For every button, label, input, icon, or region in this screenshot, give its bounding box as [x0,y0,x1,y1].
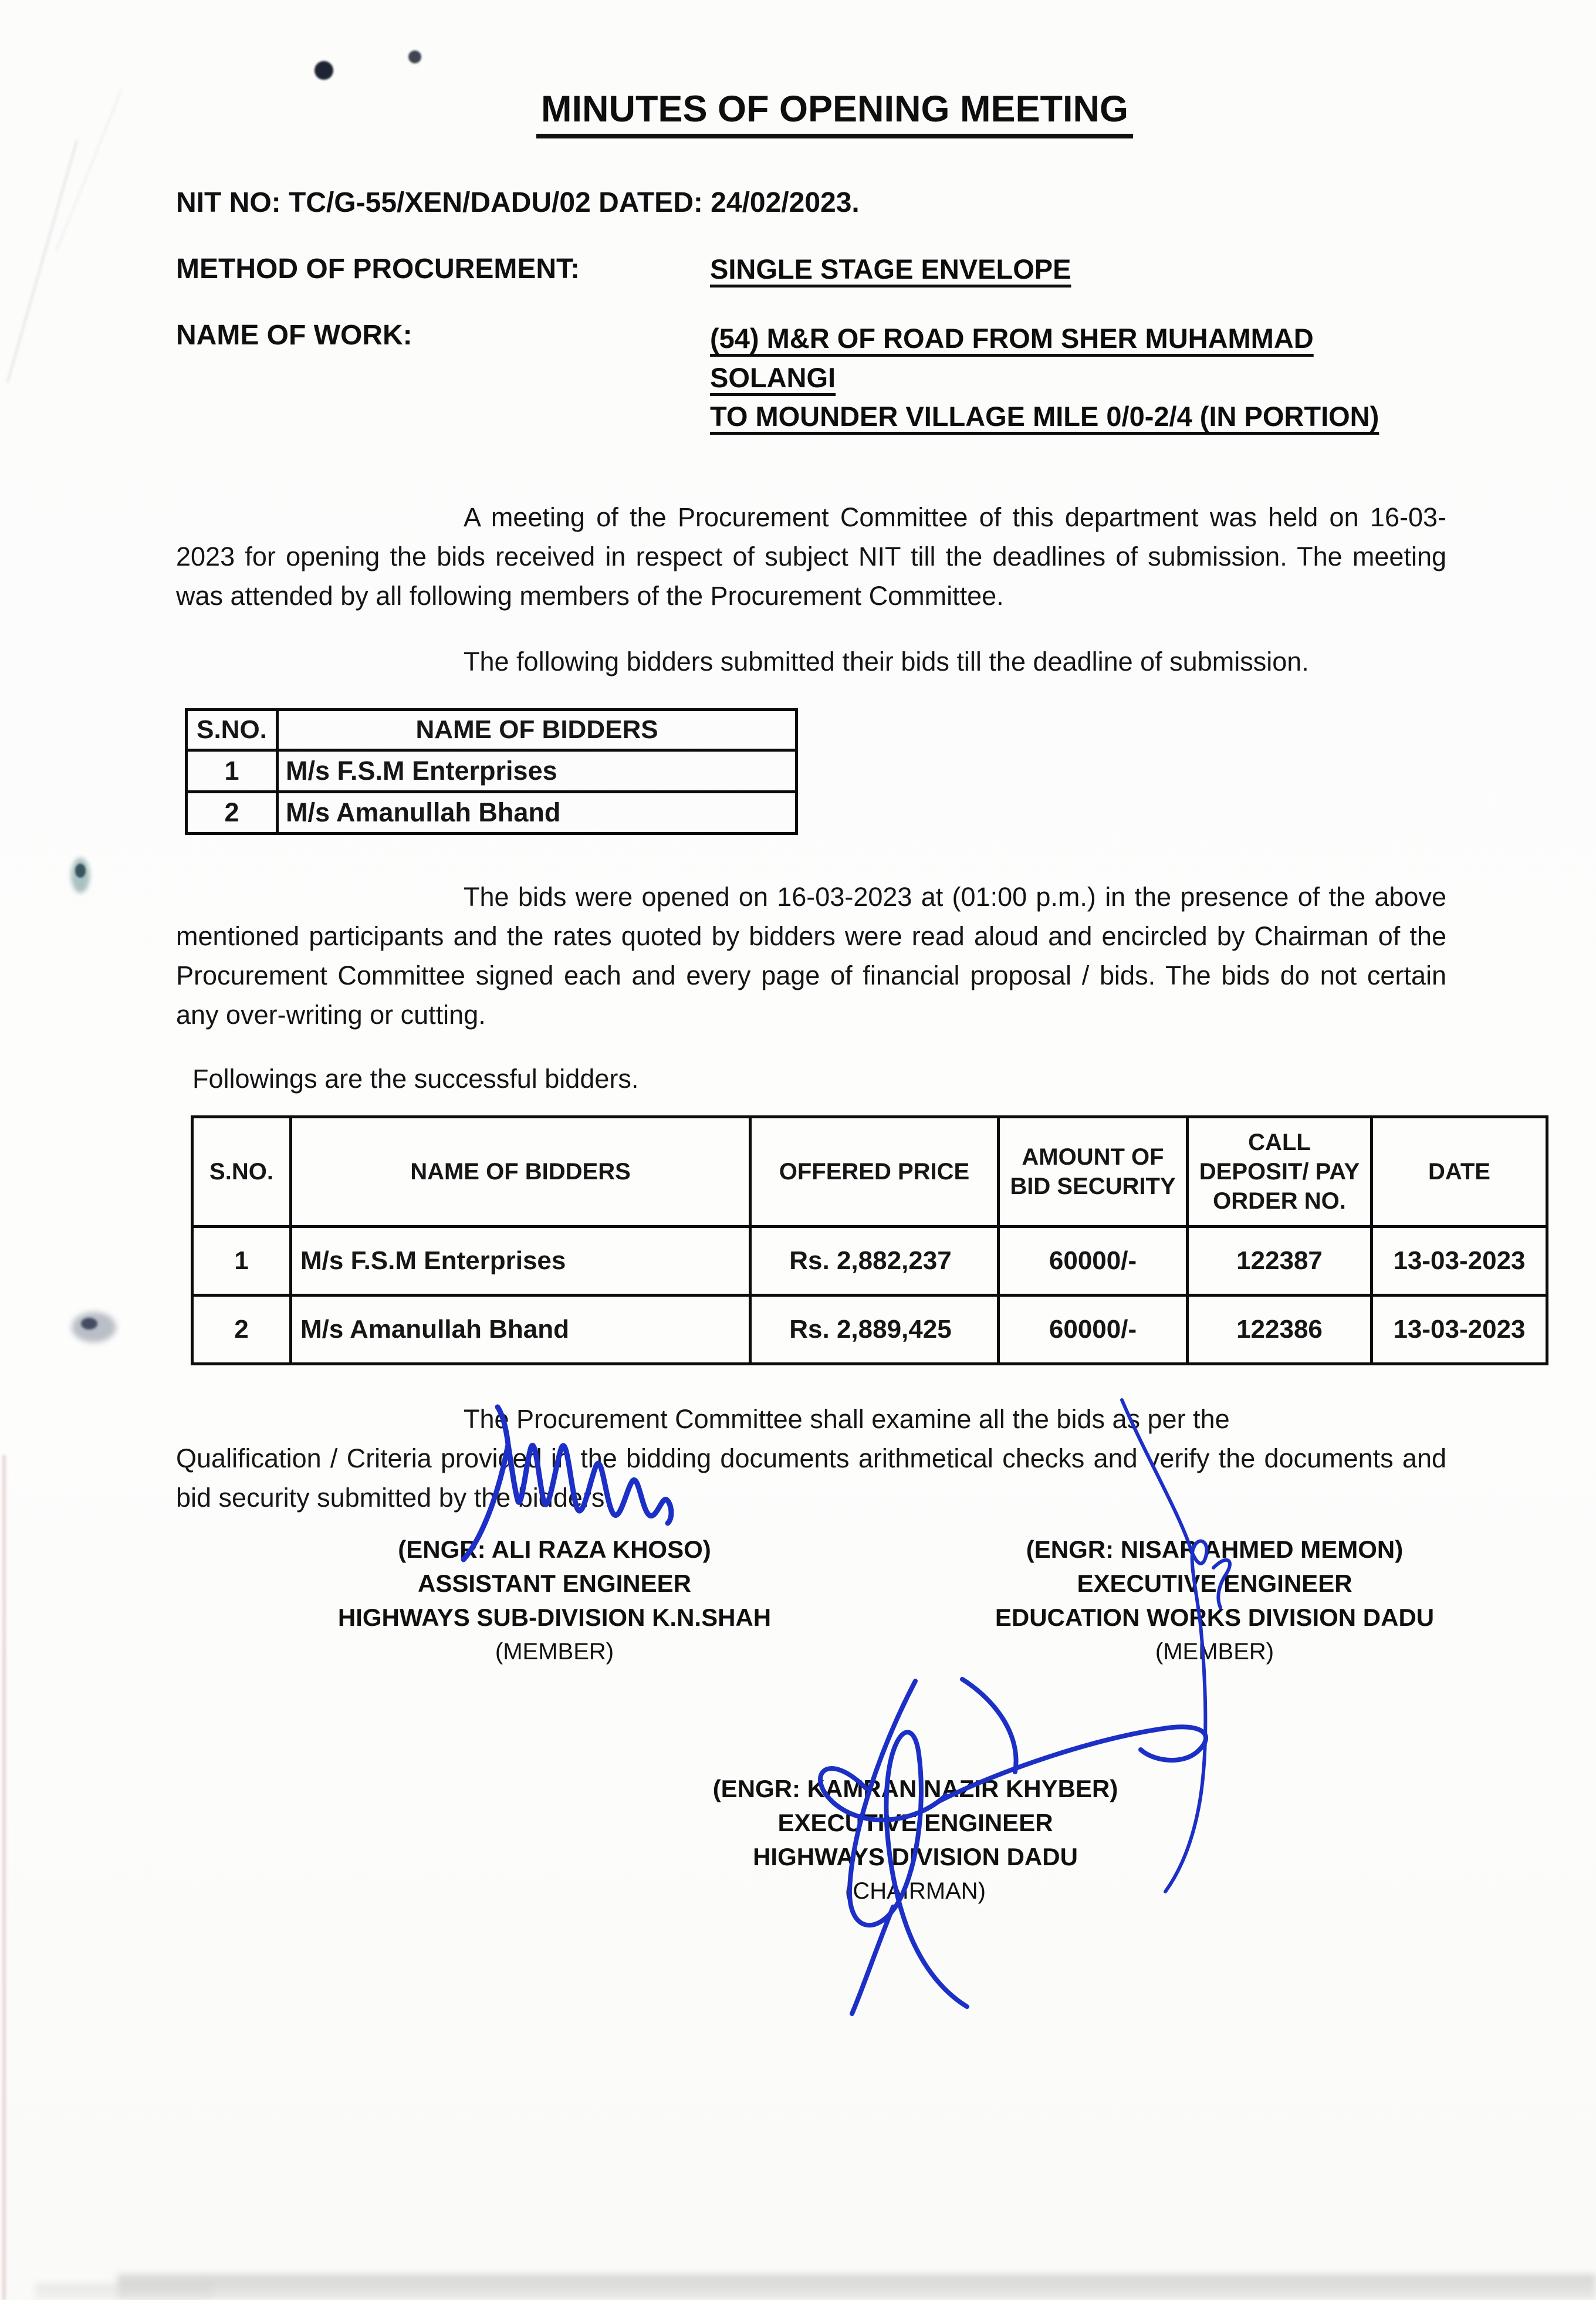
ink-smudge [75,864,86,878]
work-value-line1: (54) M&R OF ROAD FROM SHER MUHAMMAD SOLANGI [710,323,1314,393]
row-call-deposit: 122386 [1188,1296,1372,1364]
paragraph-bidders-submitted: The following bidders submitted their bids till the deadline of submission. [464,647,1309,677]
signatory-name: (ENGR: NISAR AHMED MEMON) [1026,1535,1404,1563]
table-row [192,1227,1547,1296]
row-date: 13-03-2023 [1372,1296,1547,1364]
name-of-work-row [176,319,1446,437]
signatory-block-member-right [907,1533,1523,1669]
paragraph-meeting: A meeting of the Procurement Committee of this department was held on 16-03-2023 for opening the bids received in respect of subject NIT till the deadlines of submission. The meeting was attended by all following members of the Procurement Committee. [176,502,1446,611]
row-call-deposit: 122387 [1188,1227,1372,1296]
header-call-deposit: CALL DEPOSIT/ PAY ORDER NO. [1188,1117,1372,1227]
bidders-table-header-name: NAME OF BIDDERS [278,710,797,750]
ink-dot [408,50,421,63]
row-offered-price: Rs. 2,882,237 [750,1227,999,1296]
bidder-name: M/s F.S.M Enterprises [278,750,797,792]
paragraph-examine-line1: The Procurement Committee shall examine all the bids as per the [464,1404,1230,1435]
header-offered-price: OFFERED PRICE [750,1117,999,1227]
table-row [187,792,797,834]
paragraph-successful-bidders: Followings are the successful bidders. [192,1064,639,1094]
paragraph-bids-opened: The bids were opened on 16-03-2023 at (01:00 p.m.) in the presence of the above mentioned participants and the rates quoted by bidders were read aloud and encircled by Chairman of the Procurement Committee signed each and every page of financial proposal / bids. The bids do not certain any over-writing or cutting. [176,882,1446,1030]
scan-shadow-bottom-left [35,2284,211,2300]
work-label: NAME OF WORK: [176,320,412,351]
method-of-procurement-row [176,253,1446,285]
row-bidder-name: M/s Amanullah Bhand [291,1296,750,1364]
paragraph-examine-rest: Qualification / Criteria provided in the bidding documents arithmetical checks and verify the documents and bid security submitted by the bidders. [176,1443,1446,1513]
method-value [710,253,1071,285]
bidders-table-header-row [187,710,797,750]
signatory-role: (MEMBER) [495,1639,614,1665]
signatory-role: (MEMBER) [1155,1639,1274,1665]
header-bid-security: AMOUNT OF BID SECURITY [999,1117,1188,1227]
work-value [710,319,1446,437]
signatory-name: (ENGR: ALI RAZA KHOSO) [398,1535,711,1563]
table-row [187,750,797,792]
row-sno: 1 [192,1227,291,1296]
successful-bidders-table [191,1115,1548,1365]
row-sno: 2 [192,1296,291,1364]
bidder-sno: 1 [187,750,278,792]
header-name-of-bidders: NAME OF BIDDERS [291,1117,750,1227]
document-body [0,88,1596,1517]
bidder-sno: 2 [187,792,278,834]
header-date: DATE [1372,1117,1547,1227]
paragraph-examine [176,1399,1446,1517]
ink-dot [315,61,333,80]
signatory-title: EXECUTIVE ENGINEER [777,1809,1053,1836]
nit-number-line: NIT NO: TC/G-55/XEN/DADU/02 DATED: 24/02/2023. [176,187,860,218]
bidders-table [185,708,798,835]
table-row [192,1296,1547,1364]
bidders-table-header-sno: S.NO. [187,710,278,750]
successful-table-header-row [192,1117,1547,1227]
scan-shadow-bottom [117,2274,1596,2300]
signatory-organization: EDUCATION WORKS DIVISION DADU [995,1604,1435,1631]
signatory-organization: HIGHWAYS DIVISION DADU [753,1843,1078,1871]
signatory-organization: HIGHWAYS SUB-DIVISION K.N.SHAH [337,1604,772,1631]
method-value-text: SINGLE STAGE ENVELOPE [710,253,1071,285]
header-sno: S.NO. [192,1117,291,1227]
signatory-block-chairman [587,1772,1244,1908]
row-date: 13-03-2023 [1372,1227,1547,1296]
row-bidder-name: M/s F.S.M Enterprises [291,1227,750,1296]
method-label: METHOD OF PROCUREMENT: [176,253,580,285]
signatory-name: (ENGR: KAMRAN NAZIR KHYBER) [712,1775,1118,1802]
bidder-name: M/s Amanullah Bhand [278,792,797,834]
signatory-block-member-left [246,1533,863,1669]
document-title: MINUTES OF OPENING MEETING [536,88,1133,138]
signatory-title: EXECUTIVE ENGINEER [1077,1570,1352,1597]
row-offered-price: Rs. 2,889,425 [750,1296,999,1364]
scan-edge-line [2,1455,6,2300]
work-value-line2: TO MOUNDER VILLAGE MILE 0/0-2/4 (IN PORTION) [710,401,1379,432]
signatory-role: (CHAIRMAN) [845,1878,986,1904]
signatory-title: ASSISTANT ENGINEER [418,1570,691,1597]
row-bid-security: 60000/- [999,1227,1188,1296]
ink-smudge [81,1318,97,1330]
row-bid-security: 60000/- [999,1296,1188,1364]
